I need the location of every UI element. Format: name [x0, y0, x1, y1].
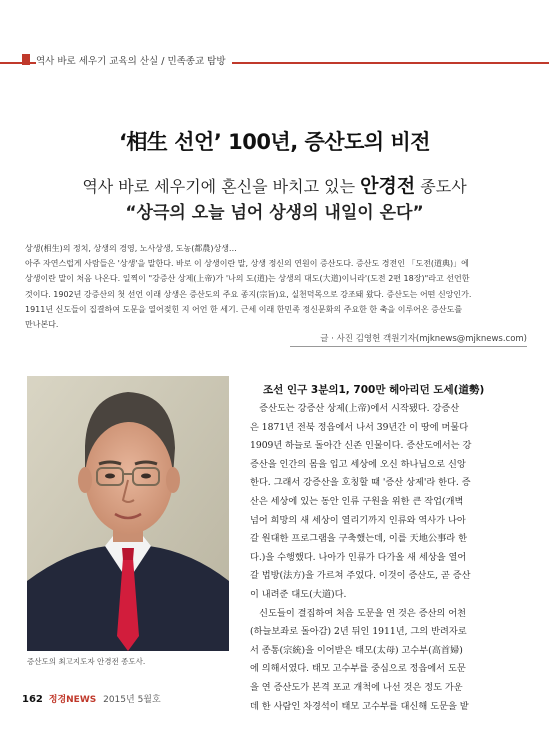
byline-rule	[290, 346, 527, 347]
body-line: 이 내려준 대도(大道)다.	[250, 588, 347, 600]
running-header: 역사 바로 세우기 교육의 산실 / 민족종교 탐방	[36, 53, 232, 67]
lead-line: 것이다. 1902년 강증산의 첫 선언 이래 상생은 증산도의 주요 종지(宗旨)요, 실천덕목으로 강조돼 왔다. 증산도는 어떤 신앙인가.	[25, 289, 472, 299]
body-line: 을 연 증산도가 본격 포교 개척에 나선 것은 정도 가운	[250, 681, 463, 693]
subtitle-quote: “상극의 오늘 넘어 상생의 내일이 온다”	[125, 203, 424, 223]
body-line: (하늘보좌로 돌아감) 2년 뒤인 1911년, 그의 반려자로	[250, 626, 467, 638]
body-line: 갈 원대한 프로그램을 구축했는데, 이를 天地公事라 한	[250, 533, 467, 545]
body-line: 서 종통(宗統)을 이어받은 태모(太母) 고수부(高首婦)	[250, 644, 463, 656]
body-line: 증산도는 강증산 상제(上帝)에서 시작됐다. 강증산	[250, 403, 460, 414]
section-heading: 조선 인구 3분의1, 700만 헤아리던 도세(道勢)	[263, 384, 485, 396]
lead-line: 아주 자연스럽게 사람들은 '상생'을 말한다. 바로 이 상생이란 말, 상생 정신의 연원이 증산도다. 증산도 경전인 「도전(道典)」에	[25, 259, 469, 269]
portrait-photo	[27, 376, 229, 651]
body-line: 데 한 사람인 차경석이 태모 고수부를 대신해 도문을 밭	[250, 700, 469, 712]
lead-line: 상생(相生)의 정치, 상생의 경영, 노사상생, 도농(都農)상생…	[25, 244, 237, 253]
body-line: 한다. 그래서 강증산을 호칭할 때 '증산 상제'라 한다. 증	[250, 477, 471, 489]
article-subtitle	[0, 171, 549, 198]
body-line: 1909년 하늘로 돌아간 신존 인물이다. 증산도에서는 강	[250, 440, 472, 452]
subtitle-name: 안경전	[360, 175, 416, 197]
magazine-name: 정경NEWS	[48, 695, 97, 705]
body-line: 신도들이 결집하여 처음 도문을 연 것은 증산의 어천	[250, 607, 467, 619]
body-line: 증산을 인간의 몸을 입고 세상에 오신 하나님으로 신앙	[250, 458, 466, 470]
subtitle-suffix: 종도사	[420, 177, 467, 196]
lead-line: 상생이란 말이 처음 나온다. 일찍이 "강증산 상제(上帝)가 '나의 도(道)는 상생의 대도(大道)이니라'(도전 2편 18장)"라고 선언한	[25, 274, 470, 284]
body-text	[250, 400, 528, 716]
issue-date: 2015년 5월호	[103, 695, 161, 705]
body-line: 에 의해서였다. 태모 고수부를 중심으로 정읍에서 도문	[250, 663, 466, 675]
body-line: 갈 법방(法方)을 가르쳐 주었다. 이것이 증산도, 곧 증산	[250, 570, 471, 582]
portrait-illustration	[27, 376, 229, 651]
byline: 글 · 사진 김영헌 객원기자(mjknews@mjknews.com)	[320, 334, 527, 344]
subtitle-prefix: 역사 바로 세우기에 혼신을 바치고 있는	[82, 177, 356, 196]
lead-line: 만나본다.	[25, 320, 59, 330]
lead-paragraph	[25, 241, 525, 332]
body-line: 산은 세상에 있는 동안 인류 구원을 위한 큰 작업(개벽	[250, 495, 464, 507]
article-title: ‘相生 선언’ 100년, 증산도의 비전	[118, 130, 431, 154]
lead-line: 1911년 신도들이 집결하여 도문을 열어젖힌 지 어언 한 세기. 근세 이래 한민족 정신문화의 주요한 한 축을 이루어온 증산도를	[25, 304, 463, 314]
photo-caption: 증산도의 최고지도자 안경전 종도사.	[27, 657, 146, 666]
header-marker	[22, 54, 30, 65]
page-footer	[22, 692, 161, 705]
page-number: 162	[22, 694, 43, 705]
body-line: 은 1871년 전북 정읍에서 나서 39년간 이 땅에 머물다	[250, 421, 469, 433]
body-line: 넘어 희망의 새 세상이 열리기까지 인류와 역사가 나아	[250, 514, 466, 526]
body-line: 다.)을 수행했다. 나아가 인류가 다가올 새 세상을 열어	[250, 551, 467, 563]
